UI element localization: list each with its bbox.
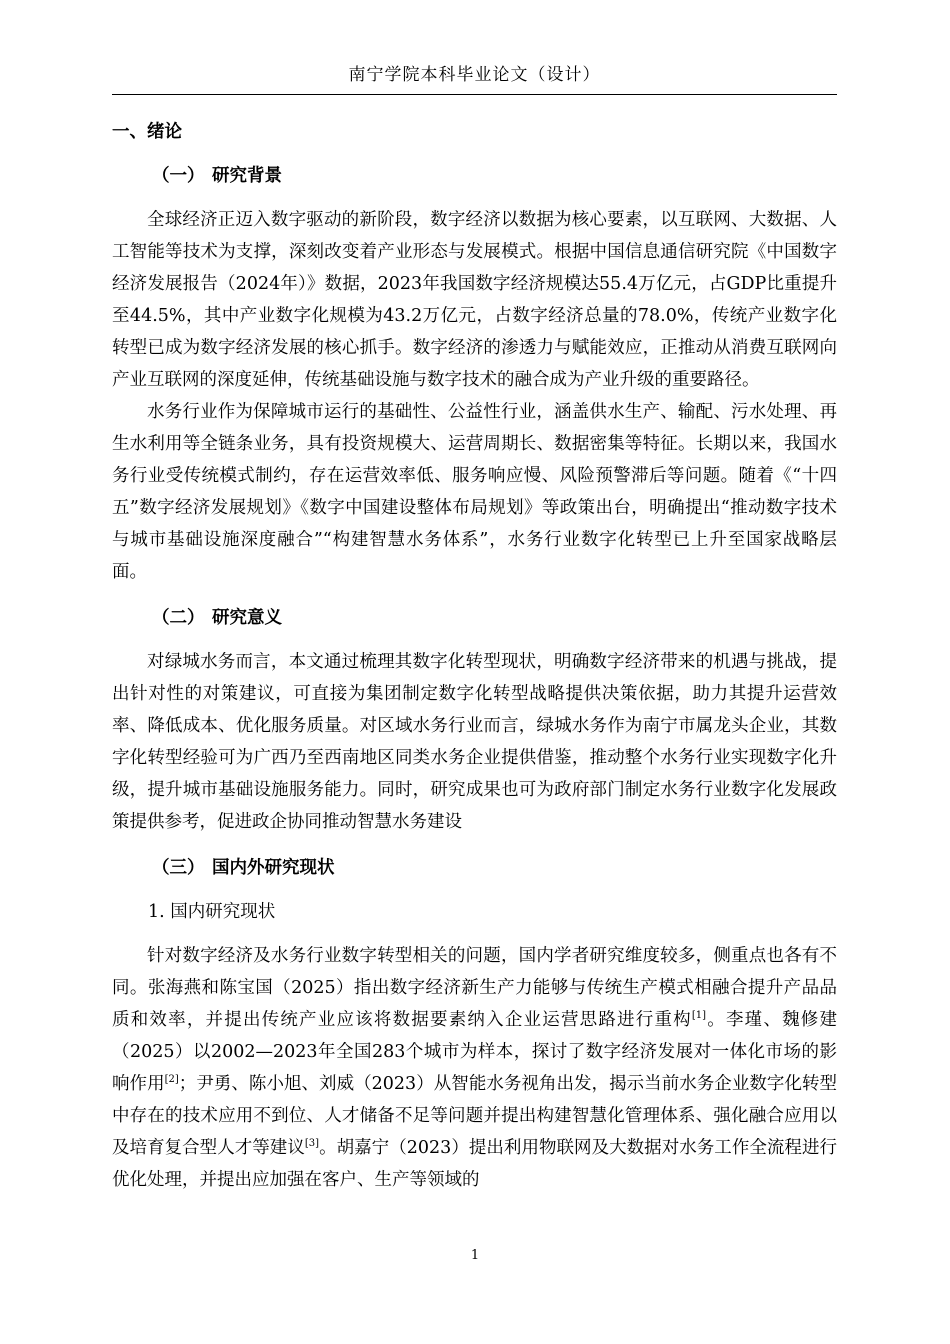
page-number: 1 (470, 1248, 480, 1263)
paragraph-text: 。胡嘉宁（2023）提出利用物联网及大数据对水务工作全流程进行优化处理，并提出应加强在客户、生产等领域的 (112, 1138, 838, 1190)
paragraph-text: 。李瑾、魏修建（2025）以2002—2023年全国283个城市为样本，探讨了数字经济发展对一体化市场的影响作用 (112, 1010, 838, 1094)
section-heading-significance (112, 602, 837, 634)
subsection-heading-domestic: 1. 国内研究现状 (148, 902, 276, 922)
section-heading-background (112, 160, 837, 192)
section-title: 国内外研究现状 (212, 858, 335, 878)
paragraph-text: 针对数字经济及水务行业数字转型相关的问题，国内学者研究维度较多，侧重点也各有不同。张海燕和陈宝国（2025）指出数字经济新生产力能够与传统生产模式相融合提升产品品质和效率，并提出传统产业应该将数据要素纳入企业运营思路进行重构 (112, 946, 837, 1030)
section-heading-literature (112, 852, 837, 884)
page-content (112, 116, 837, 1196)
paragraph-significance-1: 对绿城水务而言，本文通过梳理其数字化转型现状，明确数字经济带来的机遇与挑战，提出针对性的对策建议，可直接为集团制定数字化转型战略提供决策依据，助力其提升运营效率、降低成本、优化服务质量。对区域水务行业而言，绿城水务作为南宁市属龙头企业，其数字化转型经验可为广西乃至西南地区同类水务企业提供借鉴，推动整个水务行业实现数字化升级，提升城市基础设施服务能力。同时，研究成果也可为政府部门制定水务行业数字化发展政策提供参考，促进政企协同推动智慧水务建设 (112, 652, 837, 832)
chapter-title: 一、绪论 (112, 122, 182, 142)
paragraph-background-1: 全球经济正迈入数字驱动的新阶段，数字经济以数据为核心要素，以互联网、大数据、人工智能等技术为支撑，深刻改变着产业形态与发展模式。根据中国信息通信研究院《中国数字经济发展报告（2024年）》数据，2023年我国数字经济规模达55.4万亿元，占GDP比重提升至44.5%，其中产业数字化规模为43.2万亿元，占数字经济总量的78.0%，传统产业数字化转型已成为数字经济发展的核心抓手。数字经济的渗透力与赋能效应，正推动从消费互联网向产业互联网的深度延伸，传统基础设施与数字技术的融合成为产业升级的重要路径。 (112, 210, 837, 390)
citation-ref-1[interactable]: [1] (691, 1010, 707, 1022)
section-title: 研究背景 (212, 166, 282, 186)
citation-ref-3[interactable]: [3] (304, 1138, 320, 1150)
section-number: （一） (152, 166, 205, 186)
section-title: 研究意义 (212, 608, 282, 628)
paragraph-literature-1 (112, 940, 837, 1196)
header-rule (112, 94, 837, 95)
paragraph-background-2: 水务行业作为保障城市运行的基础性、公益性行业，涵盖供水生产、输配、污水处理、再生水利用等全链条业务，具有投资规模大、运营周期长、数据密集等特征。长期以来，我国水务行业受传统模式制约，存在运营效率低、服务响应慢、风险预警滞后等问题。随着《“十四五”数字经济发展规划》《数字中国建设整体布局规划》等政策出台，明确提出“推动数字技术与城市基础设施深度融合”“构建智慧水务体系”，水务行业数字化转型已上升至国家战略层面。 (112, 402, 837, 582)
section-number: （二） (152, 608, 205, 628)
section-number: （三） (152, 858, 205, 878)
running-header: 南宁学院本科毕业论文（设计） (348, 65, 601, 85)
paragraph-text: ；尹勇、陈小旭、刘威（2023）从智能水务视角出发，揭示当前水务企业数字化转型中存在的技术应用不到位、人才储备不足等问题并提出构建智慧化管理体系、强化融合应用以及培育复合型人才等建议 (112, 1074, 837, 1158)
citation-ref-2[interactable]: [2] (164, 1074, 179, 1086)
